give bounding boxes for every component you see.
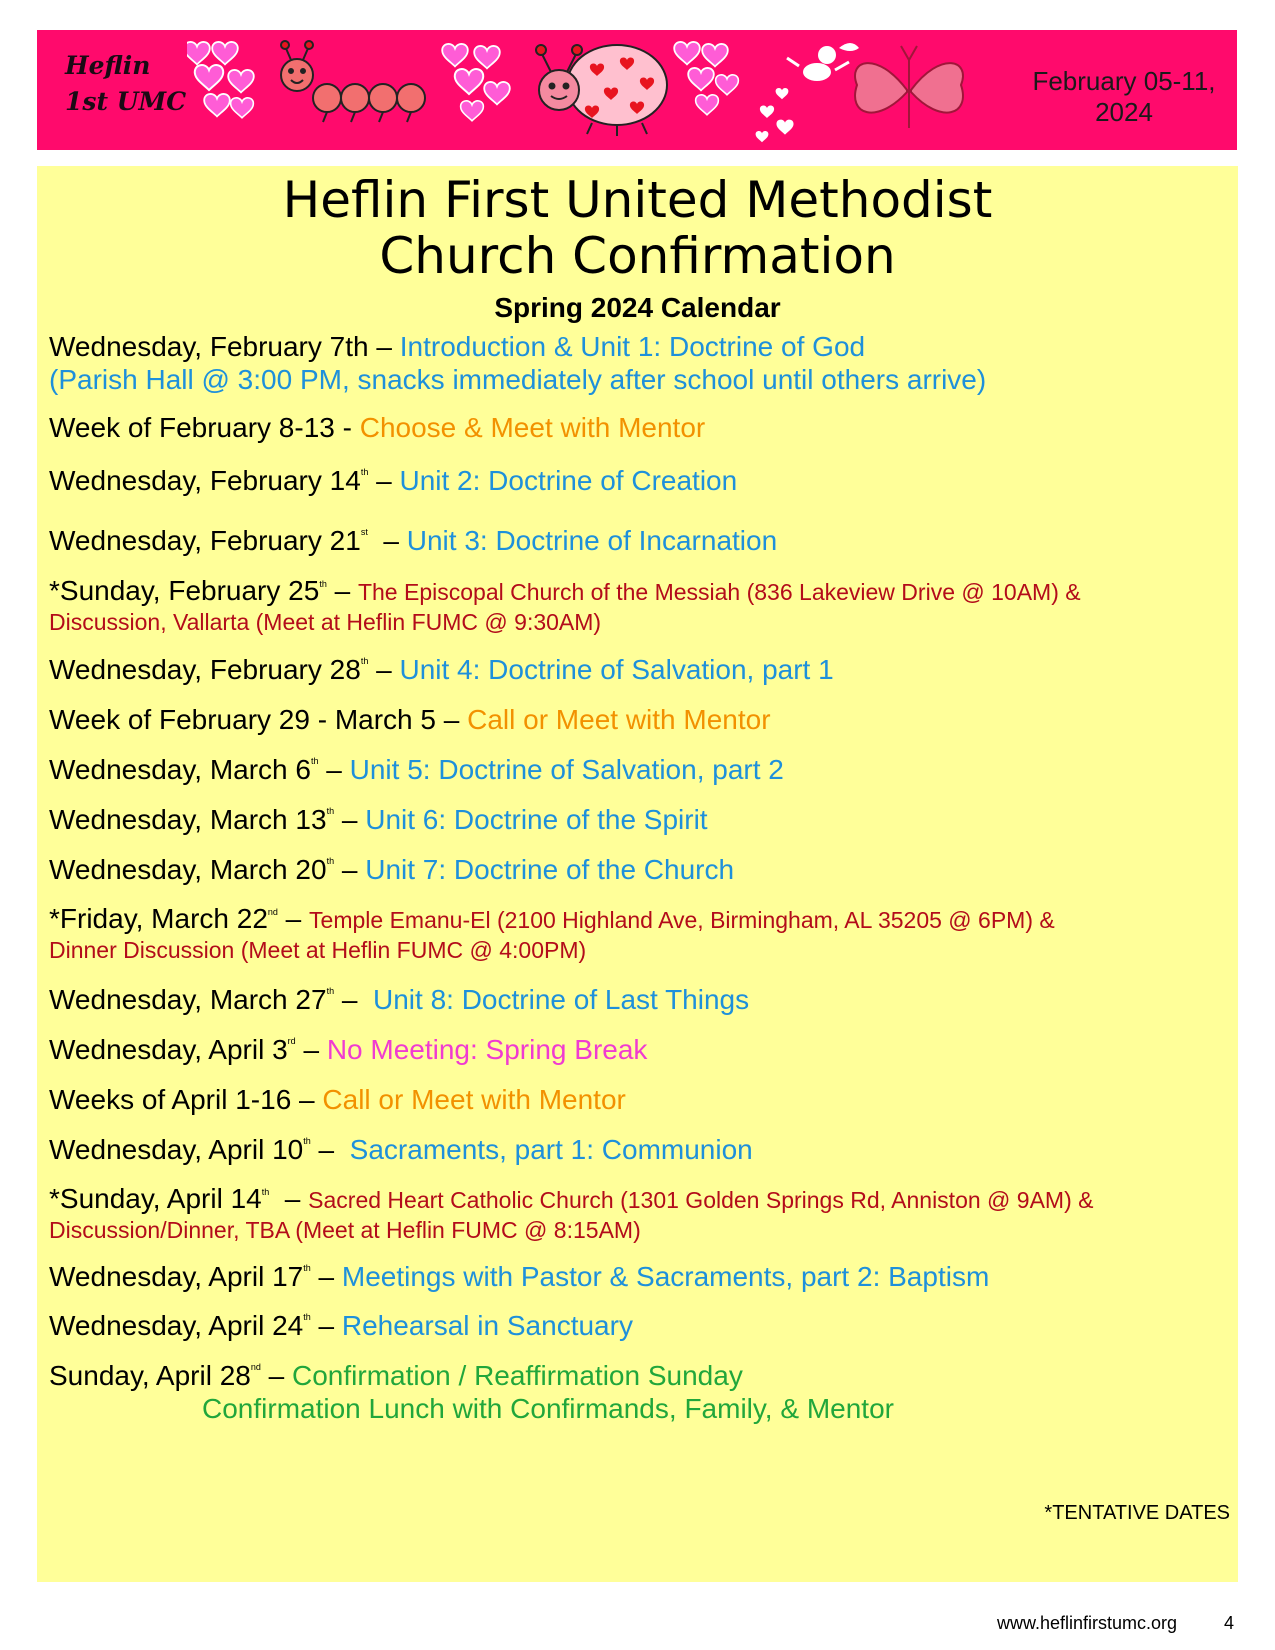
heart-cluster-right-icon — [674, 42, 738, 115]
date-ordinal-suffix: nd — [267, 907, 278, 917]
event-separator: – — [435, 704, 468, 735]
header-banner — [37, 30, 1237, 150]
event-date: Weeks of April 1-16 — [49, 1084, 292, 1115]
page-title — [37, 172, 1238, 284]
event-separator: - — [334, 412, 360, 443]
title-line-1: Heflin First United Methodist — [282, 171, 993, 229]
event-separator: – — [277, 903, 310, 934]
date-line-2: 2024 — [1095, 97, 1153, 127]
event-description: The Episcopal Church of the Messiah (836 Lakeview Drive @ 10AM) & — [357, 579, 1081, 605]
event-row — [49, 983, 749, 1016]
event-description-continued: Dinner Discussion (Meet at Heflin FUMC @ 4:00PM) — [49, 937, 587, 963]
valentine-decorations — [187, 30, 997, 150]
date-ordinal-suffix: th — [326, 856, 335, 866]
event-separator: – — [310, 1261, 342, 1292]
event-date: *Sunday, April 14 — [49, 1183, 262, 1214]
title-line-2: Church Confirmation — [379, 227, 896, 285]
logo-line-1: Heflin — [65, 51, 151, 80]
event-row — [49, 411, 705, 444]
date-ordinal-suffix: rd — [287, 1036, 296, 1046]
event-row — [49, 1184, 1093, 1245]
event-description: Confirmation / Reaffirmation Sunday — [292, 1360, 743, 1391]
event-description: Sacred Heart Catholic Church (1301 Golden Springs Rd, Anniston @ 9AM) & — [308, 1187, 1094, 1213]
date-line-1: February 05-11, — [1032, 66, 1216, 96]
logo-line-2: 1st UMC — [65, 87, 187, 116]
event-description: Unit 8: Doctrine of Last Things — [373, 984, 750, 1015]
event-description: Unit 4: Doctrine of Salvation, part 1 — [399, 654, 834, 685]
event-description-continued: Discussion/Dinner, TBA (Meet at Heflin FUMC @ 8:15AM) — [49, 1217, 641, 1243]
event-date: Week of February 8-13 — [49, 412, 335, 443]
event-separator: – — [310, 1134, 350, 1165]
event-date: Sunday, April 28 — [49, 1360, 251, 1391]
page-number: 4 — [1224, 1613, 1235, 1633]
event-description: Sacraments, part 1: Communion — [349, 1134, 753, 1165]
church-logo — [65, 48, 186, 120]
event-row — [49, 524, 777, 557]
event-row — [49, 464, 737, 497]
event-description: No Meeting: Spring Break — [326, 1034, 648, 1065]
caterpillar-icon — [281, 41, 425, 122]
event-separator: – — [291, 1084, 323, 1115]
cupid-icon — [756, 43, 859, 142]
event-row — [49, 1033, 647, 1066]
heart-cluster-left-icon — [187, 42, 254, 118]
event-date: Wednesday, February 21 — [49, 525, 361, 556]
event-separator: – — [334, 804, 366, 835]
event-description-continued: (Parish Hall @ 3:00 PM, snacks immediately after school until others arrive) — [49, 364, 987, 395]
event-row — [49, 703, 771, 736]
date-ordinal-suffix: th — [303, 1312, 311, 1322]
event-separator: – — [368, 331, 400, 362]
calendar-panel — [37, 166, 1238, 1582]
event-date: Wednesday, March 13 — [49, 804, 327, 835]
event-separator: – — [295, 1034, 327, 1065]
event-date: *Friday, March 22 — [49, 903, 268, 934]
event-date: Wednesday, February 7th — [49, 331, 369, 362]
event-description: Call or Meet with Mentor — [322, 1084, 626, 1115]
event-separator: – — [334, 854, 366, 885]
page-footer — [0, 1613, 1275, 1637]
date-ordinal-suffix: th — [326, 806, 335, 816]
event-description: Meetings with Pastor & Sacraments, part 2: Baptism — [341, 1261, 990, 1292]
date-ordinal-suffix: th — [303, 1136, 311, 1146]
date-ordinal-suffix: th — [261, 1187, 270, 1197]
date-ordinal-suffix: th — [360, 656, 369, 666]
website-link[interactable]: www.heflinfirstumc.org — [997, 1613, 1178, 1633]
event-row — [49, 753, 784, 786]
event-date: Wednesday, April 24 — [49, 1310, 304, 1341]
event-separator: – — [367, 525, 407, 556]
date-ordinal-suffix: th — [303, 1263, 311, 1273]
date-ordinal-suffix: th — [360, 467, 369, 477]
event-row — [49, 1309, 633, 1342]
event-row — [49, 803, 708, 836]
event-row — [49, 576, 1081, 637]
event-description: Choose & Meet with Mentor — [359, 412, 706, 443]
date-ordinal-suffix: nd — [250, 1362, 261, 1372]
event-description: Temple Emanu-El (2100 Highland Ave, Birmingham, AL 35205 @ 6PM) & — [309, 907, 1055, 933]
event-description: Unit 6: Doctrine of the Spirit — [365, 804, 708, 835]
butterfly-icon — [855, 46, 963, 128]
ladybug-icon — [536, 45, 667, 136]
event-separator: – — [318, 754, 350, 785]
event-row — [49, 653, 834, 686]
event-description: Unit 3: Doctrine of Incarnation — [406, 525, 778, 556]
event-separator: – — [368, 654, 400, 685]
date-ordinal-suffix: th — [319, 579, 327, 589]
event-row — [49, 330, 986, 396]
newsletter-date — [1019, 66, 1229, 128]
event-date: Wednesday, March 6 — [49, 754, 311, 785]
event-description: Unit 5: Doctrine of Salvation, part 2 — [349, 754, 784, 785]
event-row — [49, 1359, 894, 1425]
event-separator: – — [260, 1360, 292, 1391]
date-ordinal-suffix: th — [326, 986, 335, 996]
event-date: Wednesday, April 10 — [49, 1134, 304, 1165]
event-date: Wednesday, March 27 — [49, 984, 327, 1015]
event-separator: – — [310, 1310, 342, 1341]
event-separator: – — [269, 1183, 309, 1214]
event-separator: – — [334, 984, 373, 1015]
event-date: Wednesday, March 20 — [49, 854, 327, 885]
event-separator: – — [368, 465, 400, 496]
tentative-note: *TENTATIVE DATES — [1044, 1502, 1230, 1524]
event-separator: – — [326, 575, 358, 606]
event-row — [49, 1133, 753, 1166]
event-row — [49, 1083, 626, 1116]
date-ordinal-suffix: st — [360, 527, 368, 537]
date-ordinal-suffix: th — [310, 756, 319, 766]
event-date: Wednesday, April 17 — [49, 1261, 304, 1292]
event-date: Wednesday, April 3 — [49, 1034, 288, 1065]
event-description: Rehearsal in Sanctuary — [341, 1310, 633, 1341]
event-date: *Sunday, February 25 — [49, 575, 320, 606]
event-description: Call or Meet with Mentor — [467, 704, 771, 735]
event-description: Unit 2: Doctrine of Creation — [399, 465, 738, 496]
event-date: Week of February 29 - March 5 — [49, 704, 436, 735]
event-date: Wednesday, February 28 — [49, 654, 361, 685]
event-description-continued: Discussion, Vallarta (Meet at Heflin FUMC @ 9:30AM) — [49, 609, 602, 635]
calendar-subtitle: Spring 2024 Calendar — [494, 292, 781, 323]
event-date: Wednesday, February 14 — [49, 465, 361, 496]
event-description: Introduction & Unit 1: Doctrine of God — [399, 331, 866, 362]
event-row — [49, 904, 1055, 965]
event-row — [49, 853, 734, 886]
heart-cluster-middle-icon — [442, 44, 510, 121]
event-description-extra: Confirmation Lunch with Confirmands, Family, & Mentor — [202, 1393, 894, 1424]
event-description: Unit 7: Doctrine of the Church — [365, 854, 735, 885]
event-row — [49, 1260, 989, 1293]
